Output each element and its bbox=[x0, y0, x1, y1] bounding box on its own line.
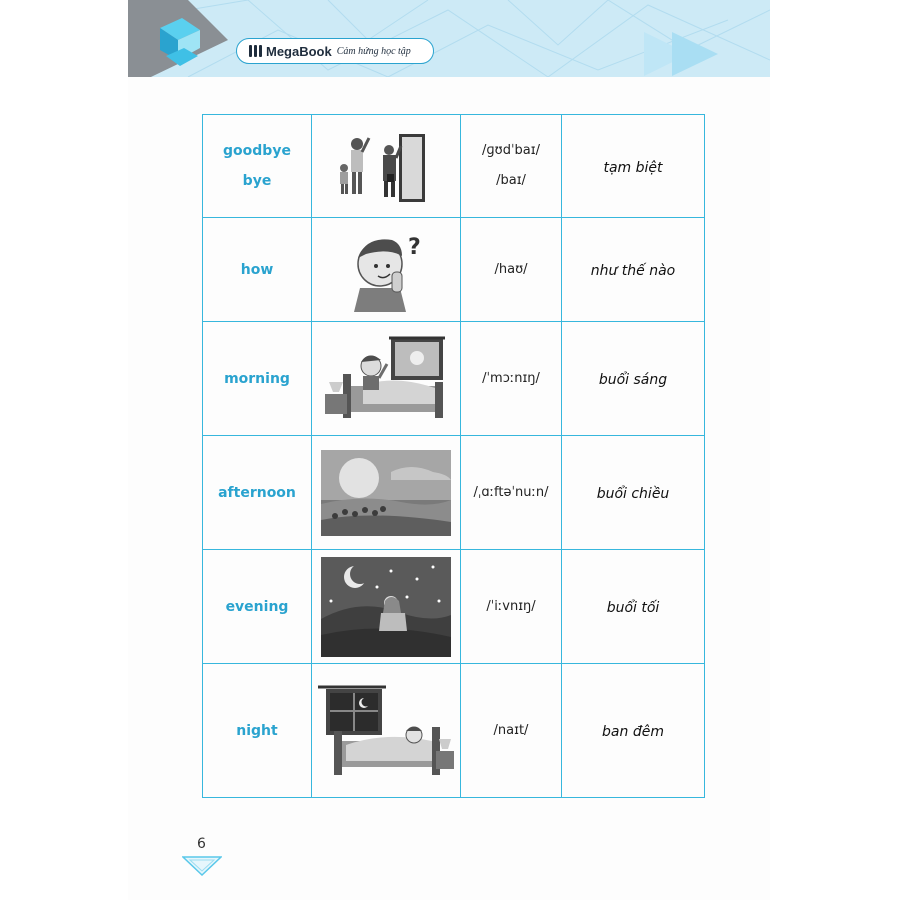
word-text: bye bbox=[242, 173, 272, 189]
brand-mark-icon bbox=[249, 45, 262, 57]
word-text: night bbox=[236, 722, 278, 739]
brand-pill bbox=[236, 38, 434, 64]
meaning-cell bbox=[562, 218, 705, 322]
word-cell bbox=[203, 664, 312, 798]
word-cell bbox=[203, 322, 312, 436]
ipa-cell bbox=[461, 436, 562, 550]
ipa-text: /ɡʊdˈbaɪ/ bbox=[482, 143, 540, 158]
boy-thinking-illustration bbox=[336, 228, 436, 312]
meaning-text: tạm biệt bbox=[603, 159, 663, 176]
corner-logo-icon bbox=[128, 0, 238, 77]
ipa-cell bbox=[461, 115, 562, 218]
word-cell bbox=[203, 115, 312, 218]
boy-waking-up-illustration bbox=[323, 334, 449, 424]
meaning-cell bbox=[562, 664, 705, 798]
meaning-cell bbox=[562, 322, 705, 436]
ipa-text: /baɪ/ bbox=[496, 173, 526, 188]
girl-sleeping-illustration bbox=[316, 681, 456, 781]
word-text: how bbox=[240, 261, 274, 278]
table-row bbox=[203, 115, 705, 218]
picture-cell bbox=[312, 218, 461, 322]
page-number: 6 bbox=[197, 836, 206, 852]
word-cell bbox=[203, 436, 312, 550]
picture-cell bbox=[312, 550, 461, 664]
ipa-text: /ˈiːvnɪŋ/ bbox=[486, 598, 536, 614]
table-row bbox=[203, 218, 705, 322]
meaning-text: buổi tối bbox=[606, 600, 660, 616]
ipa-cell bbox=[461, 322, 562, 436]
picture-cell bbox=[312, 436, 461, 550]
ipa-cell bbox=[461, 664, 562, 798]
word-cell bbox=[203, 218, 312, 322]
girl-looking-at-moon-illustration bbox=[321, 557, 451, 657]
word-text: goodbye bbox=[223, 143, 291, 159]
meaning-text: ban đêm bbox=[602, 724, 664, 740]
word-text: afternoon bbox=[218, 484, 296, 501]
ipa-cell bbox=[461, 550, 562, 664]
table-row bbox=[203, 664, 705, 798]
picture-cell bbox=[312, 664, 461, 798]
meaning-cell bbox=[562, 436, 705, 550]
waving-goodbye-illustration bbox=[331, 126, 441, 206]
picture-cell bbox=[312, 322, 461, 436]
page-number-triangle-icon bbox=[182, 856, 222, 876]
ipa-text: /ˈmɔːnɪŋ/ bbox=[482, 370, 540, 386]
word-text: evening bbox=[225, 598, 289, 615]
table-row bbox=[203, 322, 705, 436]
picture-cell bbox=[312, 115, 461, 218]
ipa-text: /ˌɑːftəˈnuːn/ bbox=[473, 484, 549, 500]
vocabulary-table bbox=[202, 114, 705, 798]
svg-text:?: ? bbox=[408, 234, 421, 260]
brand-name: MegaBook bbox=[266, 43, 332, 59]
afternoon-sun-landscape-illustration bbox=[321, 450, 451, 536]
table-row bbox=[203, 436, 705, 550]
meaning-text: buổi chiều bbox=[596, 486, 670, 502]
word-cell bbox=[203, 550, 312, 664]
page-header bbox=[128, 0, 770, 77]
ipa-text: /naɪt/ bbox=[493, 722, 529, 738]
brand-tagline: Cảm hứng học tập bbox=[336, 45, 411, 57]
meaning-text: buổi sáng bbox=[598, 372, 668, 388]
meaning-cell bbox=[562, 115, 705, 218]
word-text: morning bbox=[224, 370, 290, 387]
meaning-cell bbox=[562, 550, 705, 664]
table-row bbox=[203, 550, 705, 664]
ipa-text: /haʊ/ bbox=[494, 261, 528, 277]
meaning-text: như thế nào bbox=[590, 263, 676, 279]
play-arrows-icon bbox=[634, 30, 724, 77]
ipa-cell bbox=[461, 218, 562, 322]
